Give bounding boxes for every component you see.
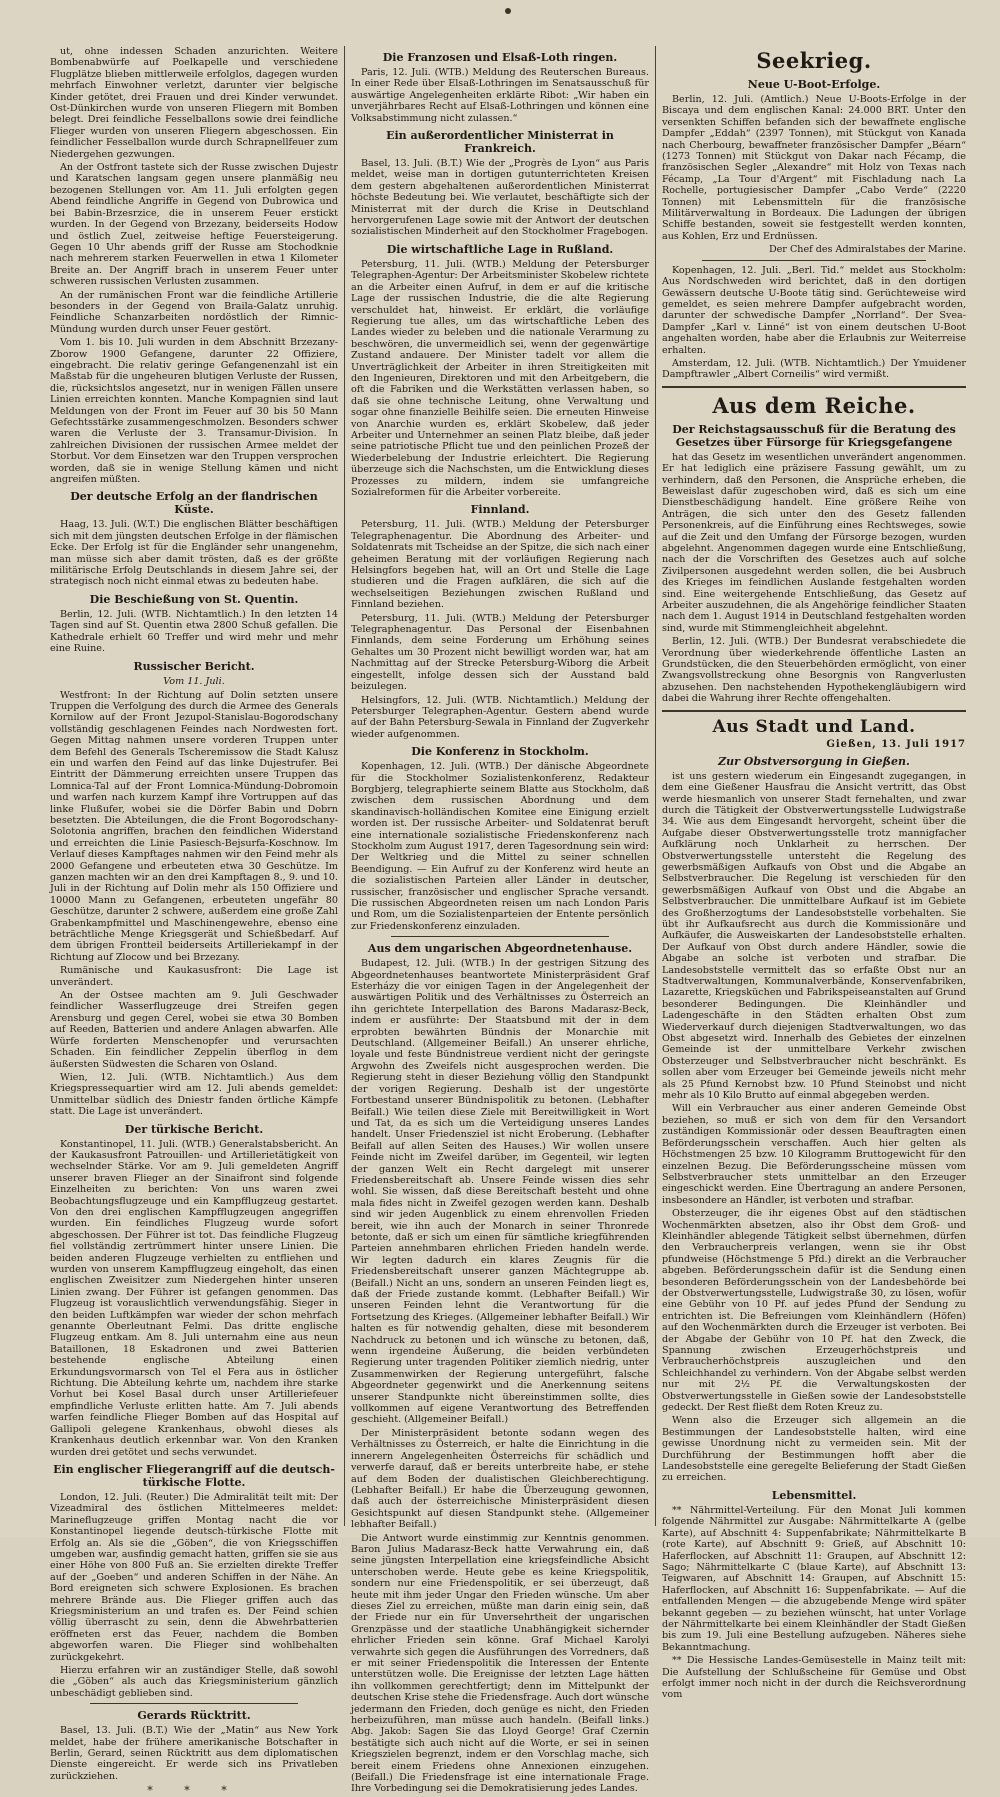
divider <box>702 260 926 261</box>
column-middle <box>344 46 656 1795</box>
article-paragraph: An der Ostfront tastete sich der Russe zwischen Dujestr und Karatschen langsam gegen unsere planmäßig neu bezogenen Stellungen vor. Am 11. Juli erfolgten gegen Abend feindliche Angriffe in Gegend von Dubrowica und bei Babin-Brzesrzice, die in unserem Feuer erstickt wurden. In der Gegend von Brzezany, beiderseits Hodow und östlich Zuel, zeitweise heftige Feuersteigerung. Gegen 10 Uhr abends griff der Russe am Stochodknie nach mehrerem starken Feuerwellen in etwa 1 Kilometer Breite an. Der Angriff brach in unserem Feuer unter schweren russischen Verlusten zusammen. <box>50 162 338 288</box>
article-paragraph: Westfront: In der Richtung auf Dolin setzten unsere Truppen die Verfolgung des durch die Armee des Generals Kornilow auf der Front Jezupol-Stanislau-Bogorodschany vollständig geschlagenen Feindes nach Nordwesten fort. Gegen Mittag nahmen unsere vorderen Truppen unter dem Befehl des Generals Tscheremissow die Stadt Kalusz ein und warfen den Feind auf das linke Dujestrufer. Bei Eintritt der Dämmerung erreichten unsere Truppen das Lomnica-Tal auf der Front Lomnica-Mündung-Dobromoin und warfen nach kurzem Kampf ihre Vortruppen auf das linke Flußufer, wobei sie die Dörfer Babin und Dobrn besetzten. Die Abteilungen, die die Front Bogorodschany-Solotonia angriffen, brachen den feindlichen Widerstand und erreichten die Linie Pasiesch-Bejsurfa-Koschnow. Im Verlauf dieses Kampftages nahmen wir den Feind mehr als 2000 Gefangene und erbeuteten etwa 30 Geschütze. Im ganzen machten wir an den drei Kampftagen 8., 9. und 10. Juli in der Richtung auf Dolin mehr als 150 Offiziere und 10000 Mann zu Gefangenen, erbeuteten ungefähr 80 Geschütze, darunter 2 schwere, außerdem eine große Zahl Grabenkampfmittel und Maschinengewehre, ebenso eine beträchtliche Menge Kriegsgerät und Schießbedarf. Auf dem übrigen Frontteil beiderseits Artilleriekampf in der Richtung auf Zlocow und bei Brzezany. <box>50 689 338 963</box>
article-heading: Der türkische Bericht. <box>124 1122 264 1136</box>
article-paragraph: Basel, 13. Juli. (B.T.) Wie der „Progrès de Lyon“ aus Paris meldet, weise man in dortigen gutunterrichteten Kreisen dem gestern abgehaltenen außerordentlichen Ministerrat höchste Bedeutung bei. Wie verlautet, beschäftigte sich der Ministerrat mit der durch die Krise in Deutschland hervorgerufenen Lage sowie mit der Antwort der deutschen sozialistischen Minderheit auf den Stockholmer Fragebogen. <box>351 158 649 238</box>
article-paragraph: Budapest, 12. Juli. (WTB.) In der gestrigen Sitzung des Abgeordnetenhauses beantwortete Ministerpräsident Graf Esterházy die vor einigen Tagen in der Angelegenheit der auswärtigen Politik und des Verhältnisses zu Österreich an ihn gerichtete Interpellation des Barons Madarasz-Beck, indem er ausführte: Der Staatsbund mit der in dem erprobten bewährten Bündnis der Monarchie mit Deutschland. (Allgemeiner Beifall.) An unserer ehrliche, loyale und feste Bündnistreue verdient nicht der geringste Argwohn des Zweifels nicht ausgesprochen werden. Die Regierung steht in dieser Beziehung völlig den Standpunkt der vorigen Regierung. Deshalb ist der ungestörte Fortbestand unserer Bündnispolitik zu betonen. (Lebhafter Beifall.) Wie teilen diese Ziele mit Bereitwilligkeit in Wort und Tat, da es sich um die Verteidigung unseres Landes handelt. Unser Friedensziel ist nicht Eroberung. (Lebhafter Beifall auf allen Seiten des Hauses.) Wir wollen unsere Feinde nicht im Zweifel darüber, im Gegenteil, wir legten der ganzen Welt ein Recht dargelegt mit unserer Friedensbereitschaft ab. Unsere Feinde wissen dies sehr wohl. Sie wissen, daß diese Bereitschaft besteht und ohne mala fides nicht in Zweifel gezogen werden kann. Deshalb sind wir jeden Augenblick zu einem ehrenvollen Frieden bereit, wie ihn auch der Monarch in seiner Thronrede betonte, daß er sich um einen für sämtliche kriegführenden Parteien annehmbaren ehrlichen Frieden handeln werde. Wir legten dadurch ein klares Zeugnis für die Friedensbereitschaft unserer ganzen Mächtegruppe ab. (Beifall.) Nicht an uns, sondern an unseren Feinden liegt es, daß der Friede zustande kommt. (Lebhafter Beifall.) Wir unseren Feinden lehnt die Verantwortung für die Fortsetzung des Krieges. (Allgemeiner lebhafter Beifall.) Wir halten es für notwendig gehalten, diese mit besonderem Nachdruck zu betonen und ich wünsche zu betonen, daß, wenn irgendeine Äußerung, die beiden verbündeten Regierung unter tragenden Politiker ziemlich niedrig, unter Zusammenwirken der Regierung untergeführt, falsche Abgeordneter gegenwirkt und die Anerkennung seitens unserer Standpunkte nicht übereinstimmen sollte, dies vollkommen auf eigene Verantwortung des Betreffenden geschieht. (Allgemeiner Beifall.) <box>351 958 649 1426</box>
article-paragraph: ut, ohne indessen Schaden anzurichten. Weitere Bombenabwürfe auf Poelkapelle und verschiedene Flugplätze blieben mittlerweile erfolglos, dagegen wurden mehrfach Einwohner verletzt, darunter vier belgische Kinder getötet, drei Frauen und drei Kinder verwundet. Ost-Dünkirchen wurde von unseren Fliegern mit Bomben belegt. Drei feindliche Fesselballons sowie drei feindliche Flieger wurden von unseren Fliegern abgeschossen. Ein feindlicher Fesselballon wurde durch Schrapnellfeuer zum Niedergehen gezwungen. <box>50 46 338 160</box>
article-heading: Lebensmittel. <box>771 1488 857 1502</box>
article-paragraph: Konstantinopel, 11. Juli. (WTB.) Generalstabsbericht. An der Kaukasusfront Patrouillen- und Artillerietätigkeit von wechselnder Stärke. Vor am 9. Juli gemeldeten Angriff unserer braven Flieger an der Sinaifront sind folgende Einzelheiten zu berichten: Von uns waren zwei Beobachtungsflugzeuge und ein Kampfflugzeug gestartet. Von den drei englischen Kampfflugzeugen angegriffen wurden. Ein feindliches Flugzeug wurde sofort abgeschossen. Der Führer ist tot. Das feindliche Flugzeug fiel vollständig zertrümmert hinter unsere Linien. Die beiden anderen Flugzeuge verhielten zu entfliehen und wurden von unserem Kampfflugzeug eingeholt, das einen englischen Zweisitzer zum Niedergehen hinter unseren Linien zwang. Der Führer ist gefangen genommen. Das Flugzeug ist vorauslichtlich verwendungsfähig. Sieger in den beiden Luftkämpfen war wieder der schon mehrfach genannte Oberleutnant Felmi. Das dritte englische Flugzeug entkam. Am 8. Juli unternahm eine aus neun Bataillonen, 18 Eskadronen und zwei Batterien bestehende englische Abteilung einen Erkundungsvormarsch von Tel el Fera aus in östlicher Richtung. Die Abteilung kehrte um, nachdem ihre starke Vorhut bei Kosel Basal durch unser Artilleriefeuer empfindliche Verluste erlitten hatte. Am 7. Juli abends warfen feindliche Flieger Bomben auf das Hospital auf Gallipoli gelegene Krankenhaus, obwohl dieses als Krankenhaus deutlich erkennbar war. Von den Kranken wurden drei getötet und sechs verwundet. <box>50 1138 338 1458</box>
columns <box>44 46 984 1797</box>
divider <box>391 936 609 937</box>
article-paragraph: Helsingfors, 12. Juli. (WTB. Nichtamtlich.) Meldung der Petersburger Telegraphen-Agentur. Gestern abend wurde auf der Bahn Petersburg-Sewala in Finnland der Zugverkehr wieder aufgenommen. <box>351 694 649 740</box>
article-heading: Neue U-Boot-Erfolge. <box>747 78 881 91</box>
section-title: Aus dem Reiche. <box>712 392 916 418</box>
article-paragraph: ** Die Hessische Landes-Gemüsestelle in Mainz teilt mit: Die Aufstellung der Schlußscheine für Gemüse und Obst erfolgt immer noch nicht in der durch die Reichsverordnung vom <box>662 1655 966 1701</box>
article-paragraph: Kopenhagen, 12. Juli. (WTB.) Der dänische Abgeordnete für die Stockholmer Sozialistenkonferenz, Redakteur Borgbjerg, telegraphierte seinem Blatte aus Stockholm, daß zwischen dem russischen Abordnung und dem skandinavisch-holländischen Komitee eine Einigung erzielt worden ist. Der russische Arbeiter- und Soldatenrat beruft eine internationale sozialistische Friedenskonferenz nach Stockholm zum August 1917, deren Tagesordnung sein wird: Der Weltkrieg und die Mittel zu seiner schnellen Beendigung. — Ein Aufruf zu der Konferenz wird heute an die sozialistischen Parteien aller Länder in deutscher, russischer, französischer und englischer Sprache versandt. Die russischen Abgeordneten reisen um nach London Paris und Rom, um die Sozialistenparteien der Entente persönlich zur Friedenskonferenz einzuladen. <box>351 761 649 932</box>
article-heading: Die Franzosen und Elsaß-Loth ringen. <box>382 51 618 64</box>
article-paragraph: Amsterdam, 12. Juli. (WTB. Nichtamtlich.) Der Ymuidener Dampftrawler „Albert Corneilis“ wird vermißt. <box>662 357 966 381</box>
column-left <box>44 46 344 1797</box>
article-heading: Die Beschießung von St. Quentin. <box>89 592 299 606</box>
article-heading: Aus dem ungarischen Abgeordnetenhause. <box>367 942 633 956</box>
column-right <box>656 46 972 1701</box>
article-paragraph: hat das Gesetz im wesentlichen unverändert angenommen. Er hat lediglich eine präzisere Fassung gewählt, um zu verhindern, daß den Personen, die Ansprüche erheben, die Beweislast dafür zugeschoben wird, daß es sich um eine Dienstbeschädigung handelt. Eine größere Reihe von Anträgen, die sich unter den des Gesetz fallenden Personenkreis, auf die Einführung eines Rechtsweges, sowie auf die Zeit und den Umfang der Fürsorge bezogen, wurden abgelehnt. Angenommen dagegen wurde eine Entschließung, nach der die Vorschriften des Gesetzes auch auf solche Zivilpersonen ausgedehnt werden sollen, die bei Ausbruch des Krieges im feindlichen Auslande festgehalten worden sind. Eine weitergehende Entschließung, das Gesetz auf Arbeiter auszudehnen, die als Angehörige feindlicher Staaten nach dem 1. August 1914 in Deutschland festgehalten worden sind, wurde mit Stimmengleichheit abgelehnt. <box>662 451 966 634</box>
article-paragraph: London, 12. Juli. (Reuter.) Die Admiralität teilt mit: Der Vizeadmiral des östlichen Mittelmeeres meldet: Marineflugzeuge griffen Montag nacht die vor Konstantinopel liegende deutsch-türkische Flotte mit Erfolg an. Als sie die „Göben“, die von Kriegsschiffen umgeben war, ausfindig gemacht hatten, griffen sie sie aus einer Höhe von 800 Fuß an. Sie erzielten direkte Treffer auf der „Goeben“ und anderen Schiffen in der Nähe. An Bord ereigneten sich schwere Explosionen. Es brachen mehrere Brände aus. Die Flieger griffen auch das Kriegsministerium an und trafen es. Der Feind schien völlig überrascht zu sein, denn die Abwehrbatterien eröffneten erst das Feuer, nachdem die Bomben abgeworfen waren. Die Flieger sind wohlbehalten zurückgekehrt. <box>50 1491 338 1663</box>
divider <box>90 1703 298 1704</box>
article-heading: Ein außerordentlicher Ministerrat in Frankreich. <box>386 129 614 156</box>
article-heading: Der Reichstagsausschuß für die Beratung des Gesetzes über Fürsorge für Kriegsgefangene <box>672 422 956 449</box>
article-subheading: Vom 11. Juli. <box>163 675 225 687</box>
article-paragraph: Paris, 12. Juli. (WTB.) Meldung des Reuterschen Bureaus. In einer Rede über Elsaß-Lothringen im Senatsausschuß für auswärtige Angelegenheiten erklärte Ribot: „Wir haben ein unverjährbares Recht auf Elsaß-Lothringen und können eine Volksabstimmung nicht zulassen.“ <box>351 67 649 124</box>
article-paragraph: Berlin, 12. Juli. (WTB. Nichtamtlich.) In den letzten 14 Tagen sind auf St. Quentin etwa 2800 Schuß gefallen. Die Kathedrale erhielt 60 Treffer und wird mehr und mehr eine Ruine. <box>50 608 338 655</box>
article-paragraph: Rumänische und Kaukasusfront: Die Lage ist unverändert. <box>50 965 338 988</box>
article-heading: Ein englischer Fliegerangriff auf die deutsch-türkische Flotte. <box>53 1462 335 1489</box>
article-paragraph: Berlin, 12. Juli. (Amtlich.) Neue U-Boots-Erfolge in der Biscaya und dem englischen Kanal: 24.000 BRT. Unter den versenkten Schiffen befanden sich der bewaffnete englische Dampfer „Eddah“ (2397 Tonnen), mit Stückgut von Kanada nach Cherbourg, bewaffneter französischer Dampfer „Béarn“ (1273 Tonnen) mit Stückgut von Dakar nach Fécamp, die französischen Segler „Alexandre“ mit Holz von Texas nach Fécamp, „La Tour d'Argent“ mit Fischladung nach La Rochelle, portugiesischer Dampfer „Cabo Verde“ (2220 Tonnen) mit Lebensmitteln für die französische Militärverwaltung in Bordeaux. Die Ladungen der übrigen Schiffe bestanden, soweit sie festgestellt werden konnten, aus Kohlen, Erz und Erdnüssen. <box>662 94 966 242</box>
article-paragraph: Haag, 13. Juli. (W.T.) Die englischen Blätter beschäftigen sich mit dem jüngsten deutschen Erfolge in der flämischen Ecke. Der Erfolg ist für die Engländer sehr unangenehm, man müsse sich aber damit trösten, daß es der größte militärische Erfolg Deutschlands in diesem Jahre sei, der strategisch noch nicht einmal etwas zu bedeuten habe. <box>50 519 338 588</box>
dateline: Gießen, 13. Juli 1917 <box>826 738 966 750</box>
article-heading: Gerards Rücktritt. <box>137 1709 251 1723</box>
section-stars: * * * <box>147 1784 241 1797</box>
page-mark <box>505 8 511 14</box>
article-paragraph: Will ein Verbraucher aus einer anderen Gemeinde Obst beziehen, so muß er sich von dem für den Versandort zuständigen Kommissionär oder dessen Beauftragten einen Beförderungsschein verschaffen. Auch hier gelten als Höchstmengen 25 bzw. 10 Kilogramm Bruttogewicht für den einzelnen Bezug. Die Beförderungsscheine müssen vom Selbstverbraucher stets unmittelbar an den Erzeuger eingeschickt werden. Eine Übertragung an andere Personen, insbesondere an Händler, ist verboten und strafbar. <box>662 1103 966 1206</box>
article-heading: Finnland. <box>470 503 530 517</box>
article-paragraph: Wenn also die Erzeuger sich allgemein an die Bestimmungen der Landesobststelle halten, wird eine gewisse Unordnung nicht zu vermeiden sein. Mit der Durchführung der Bestimmungen hofft aber die Landesobststelle eine geregelte Belieferung der Stadt Gießen zu erreichen. <box>662 1415 966 1484</box>
section-rule <box>662 386 966 388</box>
section-title: Seekrieg. <box>756 48 872 73</box>
article-paragraph: Vom 1. bis 10. Juli wurden in dem Abschnitt Brzezany-Zborow 1900 Gefangene, darunter 22 Offiziere, eingebracht. Die relativ geringe Gefangenenzahl ist ein Maßstab für die ungeheuren blutigen Verluste der Russen, die, rücksichtslos angesetzt, nur in wenigen Fällen unsere Linien erreichten konnten. Manche Kompagnien sind laut Meldungen von der Front im Feuer auf 30 bis 50 Mann Gefechtsstärke zusammengeschmolzen. Besonders schwer waren die Verluste der 3. Transamur-Division. In zahlreichen Divisionen der russischen Armee meldet der Storbut. Vor dem Einsetzen war den Truppen versprochen worden, daß sie in wenige Stellung kämen und nicht angreifen müßten. <box>50 337 338 486</box>
article-paragraph: Hierzu erfahren wir an zuständiger Stelle, daß sowohl die „Göben“ als auch das Kriegsministerium gänzlich unbeschädigt geblieben sind. <box>50 1665 338 1699</box>
article-paragraph: Basel, 13. Juli. (B.T.) Wie der „Matin“ aus New York meldet, habe der frühere amerikanische Botschafter in Berlin, Gerard, seinen Rücktritt aus dem diplomatischen Dienste eingereicht. Er werde sich ins Privatleben zurückziehen. <box>50 1725 338 1782</box>
article-signature: Der Chef des Admiralstabes der Marine. <box>768 244 966 256</box>
article-paragraph: Obsterzeuger, die ihr eigenes Obst auf den städtischen Wochenmärkten absetzen, also ihr Obst dem Groß- und Kleinhändler ablegende Tätigkeit selbst übernehmen, dürfen den Verbraucherpreis verlangen, wenn sie ihr Obst pfundweise (Höchstmenge 5 Pfd.) direkt an die Verbraucher abgeben. Beförderungsschein dafür ist die Sendung einen besonderen Beförderungsschein von der Landesbehörde bei der Obstverwertungsstelle, Ludwigstraße 30, zu lösen, wofür eine Gebühr von 10 Pf. auf jedes Pfund der Sendung zu entrichten ist. Die Befreiungen vom Kleinhändlern (Höfen) auf den Wochenmärkten durch die Erzeuger ist verboten. Bei der Abgabe der Gebühr von 10 Pf. hat den Zweck, die Spannung zwischen Erzeugerhöchstpreis und Verbraucherhöchstpreis auszugleichen und den Schleichhandel zu verhindern. Von der Abgabe selbst werden nur mit 2½ Pf. die Verwaltungskosten der Obstverwertungsstelle in Gießen sowie der Landesobststelle gedeckt. Der Rest fließt dem Roten Kreuz zu. <box>662 1208 966 1414</box>
section-rule <box>662 710 966 712</box>
article-paragraph: Der Ministerpräsident betonte sodann wegen des Verhältnisses zu Österreich, er halte die Einrichtung in die innerern Angelegenheiten Österreichs für schädlich und verwerfe darauf, daß er bereits unterbreite habe, er stehe auf dem Boden der dualistischen Gleichberechtigung. (Lebhafter Beifall.) Er habe die Überzeugung gewonnen, daß auch der österreichische Ministerpräsident diesen Gesichtspunkt auf diesen Standpunkt stehe. (Allgemeiner lebhafter Beifall.) <box>351 1427 649 1531</box>
article-paragraph: Die Antwort wurde einstimmig zur Kenntnis genommen. Baron Julius Madarasz-Beck hatte Verwahrung ein, daß seine jüngsten Interpellation eine kriegsfeindliche Absicht unterschoben werde. Heute gebe es keine Kriegspolitik, sondern nur eine Friedenspolitik, er sei überzeugt, daß heute mit ihm jeder Ungar den Frieden wünsche. Um aber dieses Ziel zu erreichen, müßte man darin einig sein, daß der Friede nur ein für Unversehrtheit der ungarischen Grenzpässe und der staatliche Unabhängigkeit sichernder ehrlicher Frieden sein könne. Graf Michael Karolyi verwahrte sich gegen die Ausführungen des Vorredners, daß er mit seiner Friedenspolitik die Interessen der Entente unterstützen wolle. Die Ereignisse der letzten Lage hätten ihn vollkommen gerechtfertigt; denn im Mittelpunkt der deutschen Krise stehe die Friedensfrage. Auch dort wünsche jedermann den Frieden, doch genüge es nicht, den Frieden herbeizuführen, man müsse auch handeln. (Beifall links.) Abg. Jakob: Sagen Sie das Lloyd George! Graf Czernin bestätigte sich auch nicht auf die Worte, er sei in seinen Kriegszielen begrenzt, indem er den Vorschlag mache, sich bereit einem Friedens ohne Annexionen einzugehen. (Beifall.) Die Friedensfrage ist eine internationale Frage. Ihre Vorbedingung sei die Demokratisierung jedes Landes. <box>351 1532 649 1795</box>
article-heading: Die wirtschaftliche Lage in Rußland. <box>386 242 614 256</box>
article-paragraph: ** Nährmittel-Verteilung. Für den Monat Juli kommen folgende Nährmittel zur Ausgabe: Nährmittelkarte A (gelbe Karte), auf Abschnitt 4: Suppenfabrikate; Nährmittelkarte B (rote Karte), auf Abschnitt 9: Grieß, auf Abschnitt 10: Haferflocken, auf Abschnitt 11: Graupen, auf Abschnitt 12: Sago; Nährmittelkarte C (blaue Karte), auf Abschnitt 13: Teigwaren, auf Abschnitt 14: Graupen, auf Abschnitt 15: Haferflocken, auf Abschnitt 16: Suppenfabrikate. — Auf die entfallenden Mengen — die abzugebende Menge wird später bekannt gegeben — zu beziehen wünscht, hat unter Vorlage der Nährmittelkarte bei einem Kleinhändler der Stadt Gießen bis zum 19. Juli eine Bestellung aufzugeben. Näheres siehe Bekanntmachung. <box>662 1504 966 1653</box>
article-paragraph: An der rumänischen Front war die feindliche Artillerie besonders in der Gegend von Braila-Galatz unruhig. Feindliche Schanzarbeiten nordöstlich der Rimnic-Mündung wurden durch unser Feuer gestört. <box>50 289 338 335</box>
article-paragraph: Petersburg, 11. Juli. (WTB.) Meldung der Petersburger Telegraphenagentur. Die Abordnung des Arbeiter- und Soldatenrats mit Tscheidse an der Spitze, die sich nach einer geheimen Beratung mit der vorläufigen Regierung nach Helsingfors begeben hat, will an Ort und Stelle die Lage studieren und die Fragen aufklären, die sich auf die wechselseitigen Beziehungen zwischen Rußland und Finnland beziehen. <box>351 519 649 611</box>
article-heading: Russischer Bericht. <box>133 659 255 673</box>
article-paragraph: Petersburg, 11. Juli. (WTB.) Meldung der Petersburger Telegraphenagentur. Das Personal der Eisenbahnen Finnlands, dem seine Forderung um Erhöhung seines Gehaltes um 30 Prozent nicht bewilligt worden war, hat am Nachmittag auf der Strecke Petersburg-Wiborg die Arbeit eingestellt, infolge dessen sich der Ausstand bald beizulegen. <box>351 612 649 693</box>
article-paragraph: ist uns gestern wiederum ein Eingesandt zugegangen, in dem eine Gießener Hausfrau die Ansicht vertritt, das Obst werde hiesmanlich von unserer Stadt fernehalten, und zwar durch die Tätigkeit der Obstverwertungsstelle Ludwigstraße 34. Wie aus dem Eingesandt hervorgeht, scheint über die Aufgabe dieser Obstverwertungsstelle trotz mannigfacher Aufklärung noch Unklarheit zu herrschen. Der Obstverwertungsstelle untersteht die Regelung des gewerbsmäßigen Aufkaufs von Obst und die Abgabe an Selbstverbraucher. Die Regelung ist verschieden für den gewerbsmäßigen Aufkauf von Obst und die Abgabe an Selbstverbraucher. Die unmittelbare Aufkauf ist im Gebiete des Großherzogtums der Landesobststelle vorbehalten. Sie übt ihr Aufkaufsrecht aus durch die Kommissionäre und Aufkäufer, die Ausweiskarten der Landesobststelle erhalten. Der Aufkauf von Obst durch andere Händler, sowie die Abgabe an solche ist verboten und strafbar. Die Landesobststelle vermittelt das so erfaßte Obst nur an Stadtverwaltungen, Kommunalverbände, Konservenfabriken, Lazarette, Kriegsküchen und Fabrikspeiseanstalten auf Grund besonderer Bedingungen. Die Kleinhändler und Ladengeschäfte in den Städten erhalten Obst zum Wiederverkauf durch diejenigen Stadtverwaltungen, wo das Obst abgesetzt wird. Innerhalb des Gebietes der einzelnen Gemeinde ist der unmittelbare Verkehr zwischen Obsterzeuger und Selbstverbraucher nicht beschränkt. Es sollen aber vom Erzeuger bei Gemeinde jeweils nicht mehr als 25 Pfund Kernobst bzw. 10 Pfund Steinobst und nicht mehr als 10 Kilo Brutto auf einmal abgegeben werden. <box>662 770 966 1102</box>
article-paragraph: Berlin, 12. Juli. (WTB.) Der Bundesrat verabschiedete die Verordnung über wiederkehrende öffentliche Lasten an Grundstücken, die den Steuerbehörden ermöglicht, von einer Zwangsvollstreckung ohne Besorgnis von Rangverlusten abzusehen. Den nachstehenden Hypothekengläubigern wird dabei die Wahrung ihrer Rechte offengehalten. <box>662 636 966 705</box>
article-paragraph: Kopenhagen, 12. Juli. „Berl. Tid.“ meldet aus Stockholm: Aus Nordschweden wird berichtet, daß in den dortigen Gewässern deutsche U-Boote tätig sind. Gerüchteweise wird gemeldet, es seien mehrere Dampfer aufgebracht worden, darunter der schwedische Dampfer „Norrland“. Der Svea-Dampfer „Karl v. Linné“ ist von einem deutschen U-Boot angehalten worden, habe aber die Erlaubnis zur Weiterreise erhalten. <box>662 264 966 356</box>
section-title: Aus Stadt und Land. <box>712 716 916 737</box>
article-heading: Der deutsche Erfolg an der flandrischen Küste. <box>70 490 318 517</box>
article-paragraph: Wien, 12. Juli. (WTB. Nichtamtlich.) Aus dem Kriegspressequartier wird am 12. Juli abends gemeldet: Unmittelbar südlich des Dniestr fanden örtliche Kämpfe statt. Die Lage ist unverändert. <box>50 1071 338 1118</box>
article-heading: Zur Obstversorgung in Gießen. <box>718 754 910 768</box>
article-paragraph: Petersburg, 11. Juli. (WTB.) Meldung der Petersburger Telegraphen-Agentur: Der Arbeitsminister Skobelew richtete an die Arbeiter einen Aufruf, in dem er auf die kritische Lage der russischen Industrie, die die alte Regierung verschuldet hat, hinweist. Er erklärt, die vorläufige Regierung tue alles, um das wirtschaftliche Leben des Landes wieder zu beleben und die nationale Verarmung zu beschwören, die unvermeidlich sei, wenn der gegenwärtige Zustand andauere. Der Minister tadelt vor allem die Unverträglichkeit der Arbeiter in ihren Streitigkeiten mit den Ingenieuren, Direktoren und mit den Arbeitgebern, die oft die Fabriken und die Werkstätten verlassen haben, so daß sie ohne technische Leitung, ohne Verwaltung und sogar ohne finanzielle Beihilfe seien. Die erneuten Hinweise von Anarchie wurden es, erklärt Skobelew, daß jeder Arbeiter und Unternehmer an seinen Platz bleibe, daß jeder seine patriotische Pflicht tue und den peinlichen Prozeß der Wiederbelebung der Industrie erleichtert. Die Regierung überzeuge sich die Nachschsten, um die Entwicklung dieses Prozesses zu mildern, indem sie umfangreiche Sozialreformen für die Arbeiter vorbereite. <box>351 258 649 498</box>
article-heading: Die Konferenz in Stockholm. <box>411 745 589 759</box>
article-paragraph: An der Ostsee machten am 9. Juli Geschwader feindlicher Wasserflugzeuge drei Streifen gegen Arensburg und gegen Cerel, wobei sie etwa 30 Bomben auf Reeden, Batterien und andere Anlagen abwarfen. Alle Würfe forderten Menschenopfer und verursachten Schaden. Ein feindlicher Zeppelin überflog in dem äußersten Südwesten die Scharen von Osland. <box>50 990 338 1070</box>
